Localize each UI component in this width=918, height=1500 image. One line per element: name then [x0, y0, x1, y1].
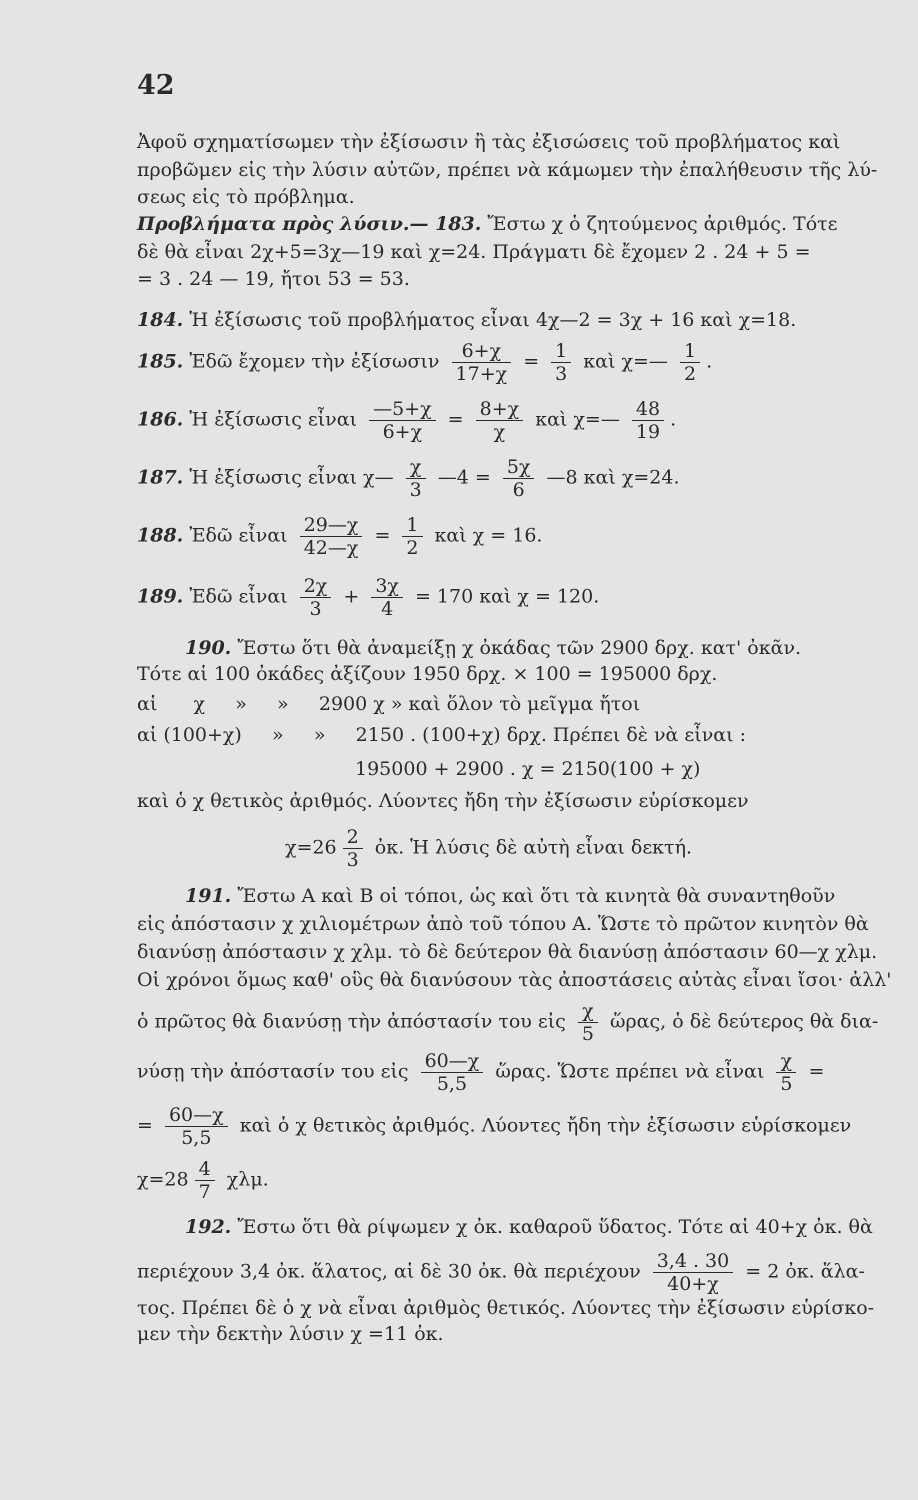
problem-190-line-6: καὶ ὁ χ θετικὸς ἀριθμός. Λύοντες ἤδη τὴν ἐξίσωσιν εὑρίσκομεν: [137, 790, 749, 812]
fraction-denominator: 5,5: [436, 1073, 468, 1095]
problem-186: [137, 398, 676, 443]
fraction: [578, 1000, 598, 1045]
fraction-denominator: 2: [406, 537, 419, 559]
text-segment: καὶ ὁ χ θετικὸς ἀριθμός. Λύοντες ἤδη τὴν ἐξίσωσιν εὑρίσκομεν: [239, 1114, 852, 1137]
problem-187-mid: —4 =: [437, 466, 491, 489]
fraction-denominator: 2: [683, 363, 697, 385]
problem-192-line-3: τος. Πρέπει δὲ ὁ χ νὰ εἶναι ἀριθμὸς θετικός. Λύοντες τὴν ἐξίσωσιν εὑρίσκο-: [137, 1297, 875, 1319]
problem-191-line-7: [137, 1104, 851, 1149]
problem-191-line-3: διανύσῃ ἀπόστασιν χ χλμ. τὸ δὲ δεύτερον θὰ διανύσῃ ἀπόστασιν 60—χ χλμ.: [137, 941, 878, 963]
answer-value: χ=28: [137, 1168, 189, 1191]
problem-191-line-2: εἰς ἀπόστασιν χ χιλιομέτρων ἀπὸ τοῦ τόπου Α. Ὥστε τὸ πρῶτον κινητὸν θὰ: [137, 913, 869, 935]
problem-186-fraction-1: [369, 398, 436, 443]
problem-184-number: 184.: [137, 309, 184, 331]
answer-value: χ=26: [285, 836, 337, 859]
fraction-denominator: 17+χ: [455, 363, 508, 385]
problem-184: [137, 308, 796, 332]
problem-190-answer: [285, 826, 692, 871]
fraction-numerator: 60—χ: [421, 1050, 484, 1073]
problem-188-fraction-1: [300, 514, 363, 559]
fraction-numerator: χ: [406, 456, 426, 479]
problem-190-line-1: [185, 636, 801, 660]
fraction-denominator: 7: [198, 1181, 211, 1203]
problem-185: [137, 340, 712, 385]
problem-191-number: 191.: [185, 885, 232, 907]
fraction-numerator: 60—χ: [165, 1104, 228, 1127]
fraction-denominator: 3: [309, 598, 322, 620]
equals-sign: =: [447, 408, 464, 431]
text-segment: περιέχουν 3,4 ὀκ. ἅλατος, αἱ δὲ 30 ὀκ. θὰ περιέχουν: [137, 1260, 641, 1283]
text-segment: ὥρας. Ὥστε πρέπει νὰ εἶναι: [495, 1060, 765, 1083]
problem-189-pre: Ἐδῶ εἶναι: [189, 585, 288, 608]
intro-line-1: Ἀφοῦ σχηματίσωμεν τὴν ἐξίσωσιν ἢ τὰς ἐξισώσεις τοῦ προβλήματος καὶ: [137, 131, 841, 153]
problem-186-pre: Ἡ ἐξίσωσις εἶναι: [189, 408, 358, 431]
fraction: [421, 1050, 484, 1095]
fraction-denominator: 6+χ: [382, 421, 423, 443]
fraction: [776, 1050, 796, 1095]
period: .: [706, 350, 713, 373]
problem-191-line-5: [137, 1000, 878, 1045]
problem-191-text: Ἔστω Α καὶ Β οἱ τόποι, ὡς καὶ ὅτι τὰ κινητὰ θὰ συναντηθοῦν: [237, 885, 836, 907]
intro-line-3: σεως εἰς τὸ πρόβλημα.: [137, 186, 355, 208]
text-segment: ὥρας, ὁ δὲ δεύτερος θὰ δια-: [610, 1010, 879, 1033]
fraction-numerator: 1: [402, 514, 422, 537]
problem-190-line-3: αἱ χ » » 2900 χ » καὶ ὅλον τὸ μεῖγμα ἤτοι: [137, 693, 641, 715]
problem-190-line-4: αἱ (100+χ) » » 2150 . (100+χ) δρχ. Πρέπει δὲ νὰ εἶναι :: [137, 724, 746, 746]
problem-187-number: 187.: [137, 466, 184, 489]
problem-183-line-1: [137, 212, 838, 236]
problem-188: [137, 514, 542, 559]
fraction-numerator: 5χ: [503, 456, 535, 479]
problem-187-fraction-1: [406, 456, 426, 501]
fraction-numerator: 6+χ: [452, 340, 512, 363]
fraction-numerator: 8+χ: [476, 398, 524, 421]
fraction-denominator: 3: [409, 479, 422, 501]
problem-186-fraction-2: [476, 398, 524, 443]
problem-190-line-2: Τότε αἱ 100 ὀκάδες ἀξίζουν 1950 δρχ. × 100 = 195000 δρχ.: [137, 663, 718, 685]
problem-185-pre: Ἐδῶ ἔχομεν τὴν ἐξίσωσιν: [189, 350, 440, 373]
problem-183-heading: Προβλήματα πρὸς λύσιν.— 183.: [137, 213, 482, 235]
fraction-denominator: 19: [635, 421, 661, 443]
problem-184-text: Ἡ ἐξίσωσις τοῦ προβλήματος εἶναι 4χ—2 = 3χ + 16 καὶ χ=18.: [189, 309, 797, 331]
fraction-numerator: 1: [680, 340, 700, 363]
problem-191-line-6: [137, 1050, 824, 1095]
fraction-denominator: 40+χ: [667, 1273, 719, 1295]
intro-line-2: προβῶμεν εἰς τὴν λύσιν αὐτῶν, πρέπει νὰ κάμωμεν τὴν ἐπαλήθευσιν τῆς λύ-: [137, 159, 878, 181]
problem-185-fraction-2: [551, 340, 571, 385]
problem-189-fraction-1: [300, 575, 332, 620]
equals-sign: =: [523, 350, 540, 373]
problem-189-end: = 170 καὶ χ = 120.: [414, 585, 600, 608]
problem-185-mid: καὶ χ=—: [583, 350, 668, 373]
fraction-numerator: 29—χ: [300, 514, 363, 537]
problem-186-number: 186.: [137, 408, 184, 431]
problem-188-pre: Ἐδῶ εἶναι: [189, 524, 288, 547]
fraction-numerator: 1: [551, 340, 571, 363]
fraction-numerator: 2: [343, 826, 363, 849]
text-segment: = 2 ὀκ. ἅλα-: [745, 1260, 865, 1283]
fraction-denominator: 3: [555, 363, 568, 385]
answer-fraction: [343, 826, 363, 871]
fraction-denominator: χ: [493, 421, 506, 443]
period: .: [670, 408, 677, 431]
problem-189: [137, 575, 599, 620]
answer-fraction: [195, 1158, 215, 1203]
problem-191-line-4: Οἱ χρόνοι ὅμως καθ' οὓς θὰ διανύσουν τὰς ἀποστάσεις αὐτὰς εἶναι ἴσοι· ἀλλ': [137, 969, 892, 991]
fraction-denominator: 42—χ: [303, 537, 359, 559]
fraction-numerator: 4: [195, 1158, 215, 1181]
problem-192-line-4: μεν τὴν δεκτὴν λύσιν χ =11 ὀκ.: [137, 1323, 444, 1345]
problem-190-equation: 195000 + 2900 . χ = 2150(100 + χ): [355, 758, 701, 780]
fraction-denominator: 5: [581, 1023, 594, 1045]
problem-189-fraction-2: [371, 575, 403, 620]
fraction-denominator: 5,5: [181, 1127, 212, 1149]
problem-188-fraction-2: [402, 514, 422, 559]
fraction-denominator: 6: [512, 479, 525, 501]
problem-192-line-1: [185, 1215, 873, 1239]
problem-183-line-3: = 3 . 24 — 19, ἤτοι 53 = 53.: [137, 268, 410, 290]
fraction-numerator: 3χ: [371, 575, 403, 598]
fraction-numerator: 48: [632, 398, 664, 421]
plus-sign: +: [343, 585, 360, 608]
problem-186-fraction-3: [632, 398, 664, 443]
problem-187-fraction-2: [503, 456, 535, 501]
fraction-numerator: χ: [776, 1050, 796, 1073]
problem-189-number: 189.: [137, 585, 184, 608]
answer-text: ὀκ. Ἡ λύσις δὲ αὐτὴ εἶναι δεκτή.: [374, 836, 692, 859]
problem-185-fraction-1: [452, 340, 512, 385]
fraction-numerator: 2χ: [300, 575, 332, 598]
fraction-numerator: 3,4 . 30: [653, 1250, 734, 1273]
problem-192-number: 192.: [185, 1216, 232, 1238]
problem-188-number: 188.: [137, 524, 184, 547]
equals-sign: =: [374, 524, 391, 547]
fraction-denominator: 3: [346, 849, 359, 871]
problem-187-pre: Ἡ ἐξίσωσις εἶναι χ—: [189, 466, 394, 489]
problem-187: [137, 456, 680, 501]
problem-183-text: Ἔστω χ ὁ ζητούμενος ἀριθμός. Τότε: [487, 213, 838, 235]
fraction: [653, 1250, 734, 1295]
problem-188-end: καὶ χ = 16.: [434, 524, 543, 547]
fraction-denominator: 4: [381, 598, 394, 620]
problem-190-number: 190.: [185, 637, 232, 659]
problem-185-number: 185.: [137, 350, 184, 373]
problem-192-line-2: [137, 1250, 865, 1295]
page-number: 42: [137, 70, 175, 101]
problem-186-mid: καὶ χ=—: [535, 408, 620, 431]
equals-sign: =: [137, 1114, 153, 1137]
problem-192-text: Ἔστω ὅτι θὰ ρίψωμεν χ ὀκ. καθαροῦ ὕδατος. Τότε αἱ 40+χ ὀκ. θὰ: [237, 1216, 873, 1238]
text-segment: νύσῃ τὴν ἀπόστασίν του εἰς: [137, 1060, 409, 1083]
fraction: [165, 1104, 228, 1149]
problem-185-fraction-3: [680, 340, 700, 385]
equals-sign: =: [808, 1060, 825, 1083]
text-segment: ὁ πρῶτος θὰ διανύσῃ τὴν ἀπόστασίν του εἰς: [137, 1010, 566, 1033]
answer-unit: χλμ.: [226, 1168, 269, 1191]
fraction-denominator: 5: [780, 1073, 793, 1095]
problem-191-line-1: [185, 884, 835, 908]
problem-191-answer: [137, 1158, 269, 1203]
problem-190-text: Ἔστω ὅτι θὰ ἀναμείξῃ χ ὀκάδας τῶν 2900 δρχ. κατ' ὀκᾶν.: [237, 637, 802, 659]
problem-187-end: —8 καὶ χ=24.: [546, 466, 680, 489]
fraction-numerator: —5+χ: [369, 398, 436, 421]
fraction-numerator: χ: [578, 1000, 598, 1023]
problem-183-line-2: δὲ θὰ εἶναι 2χ+5=3χ—19 καὶ χ=24. Πράγματι δὲ ἔχομεν 2 . 24 + 5 =: [137, 241, 811, 263]
